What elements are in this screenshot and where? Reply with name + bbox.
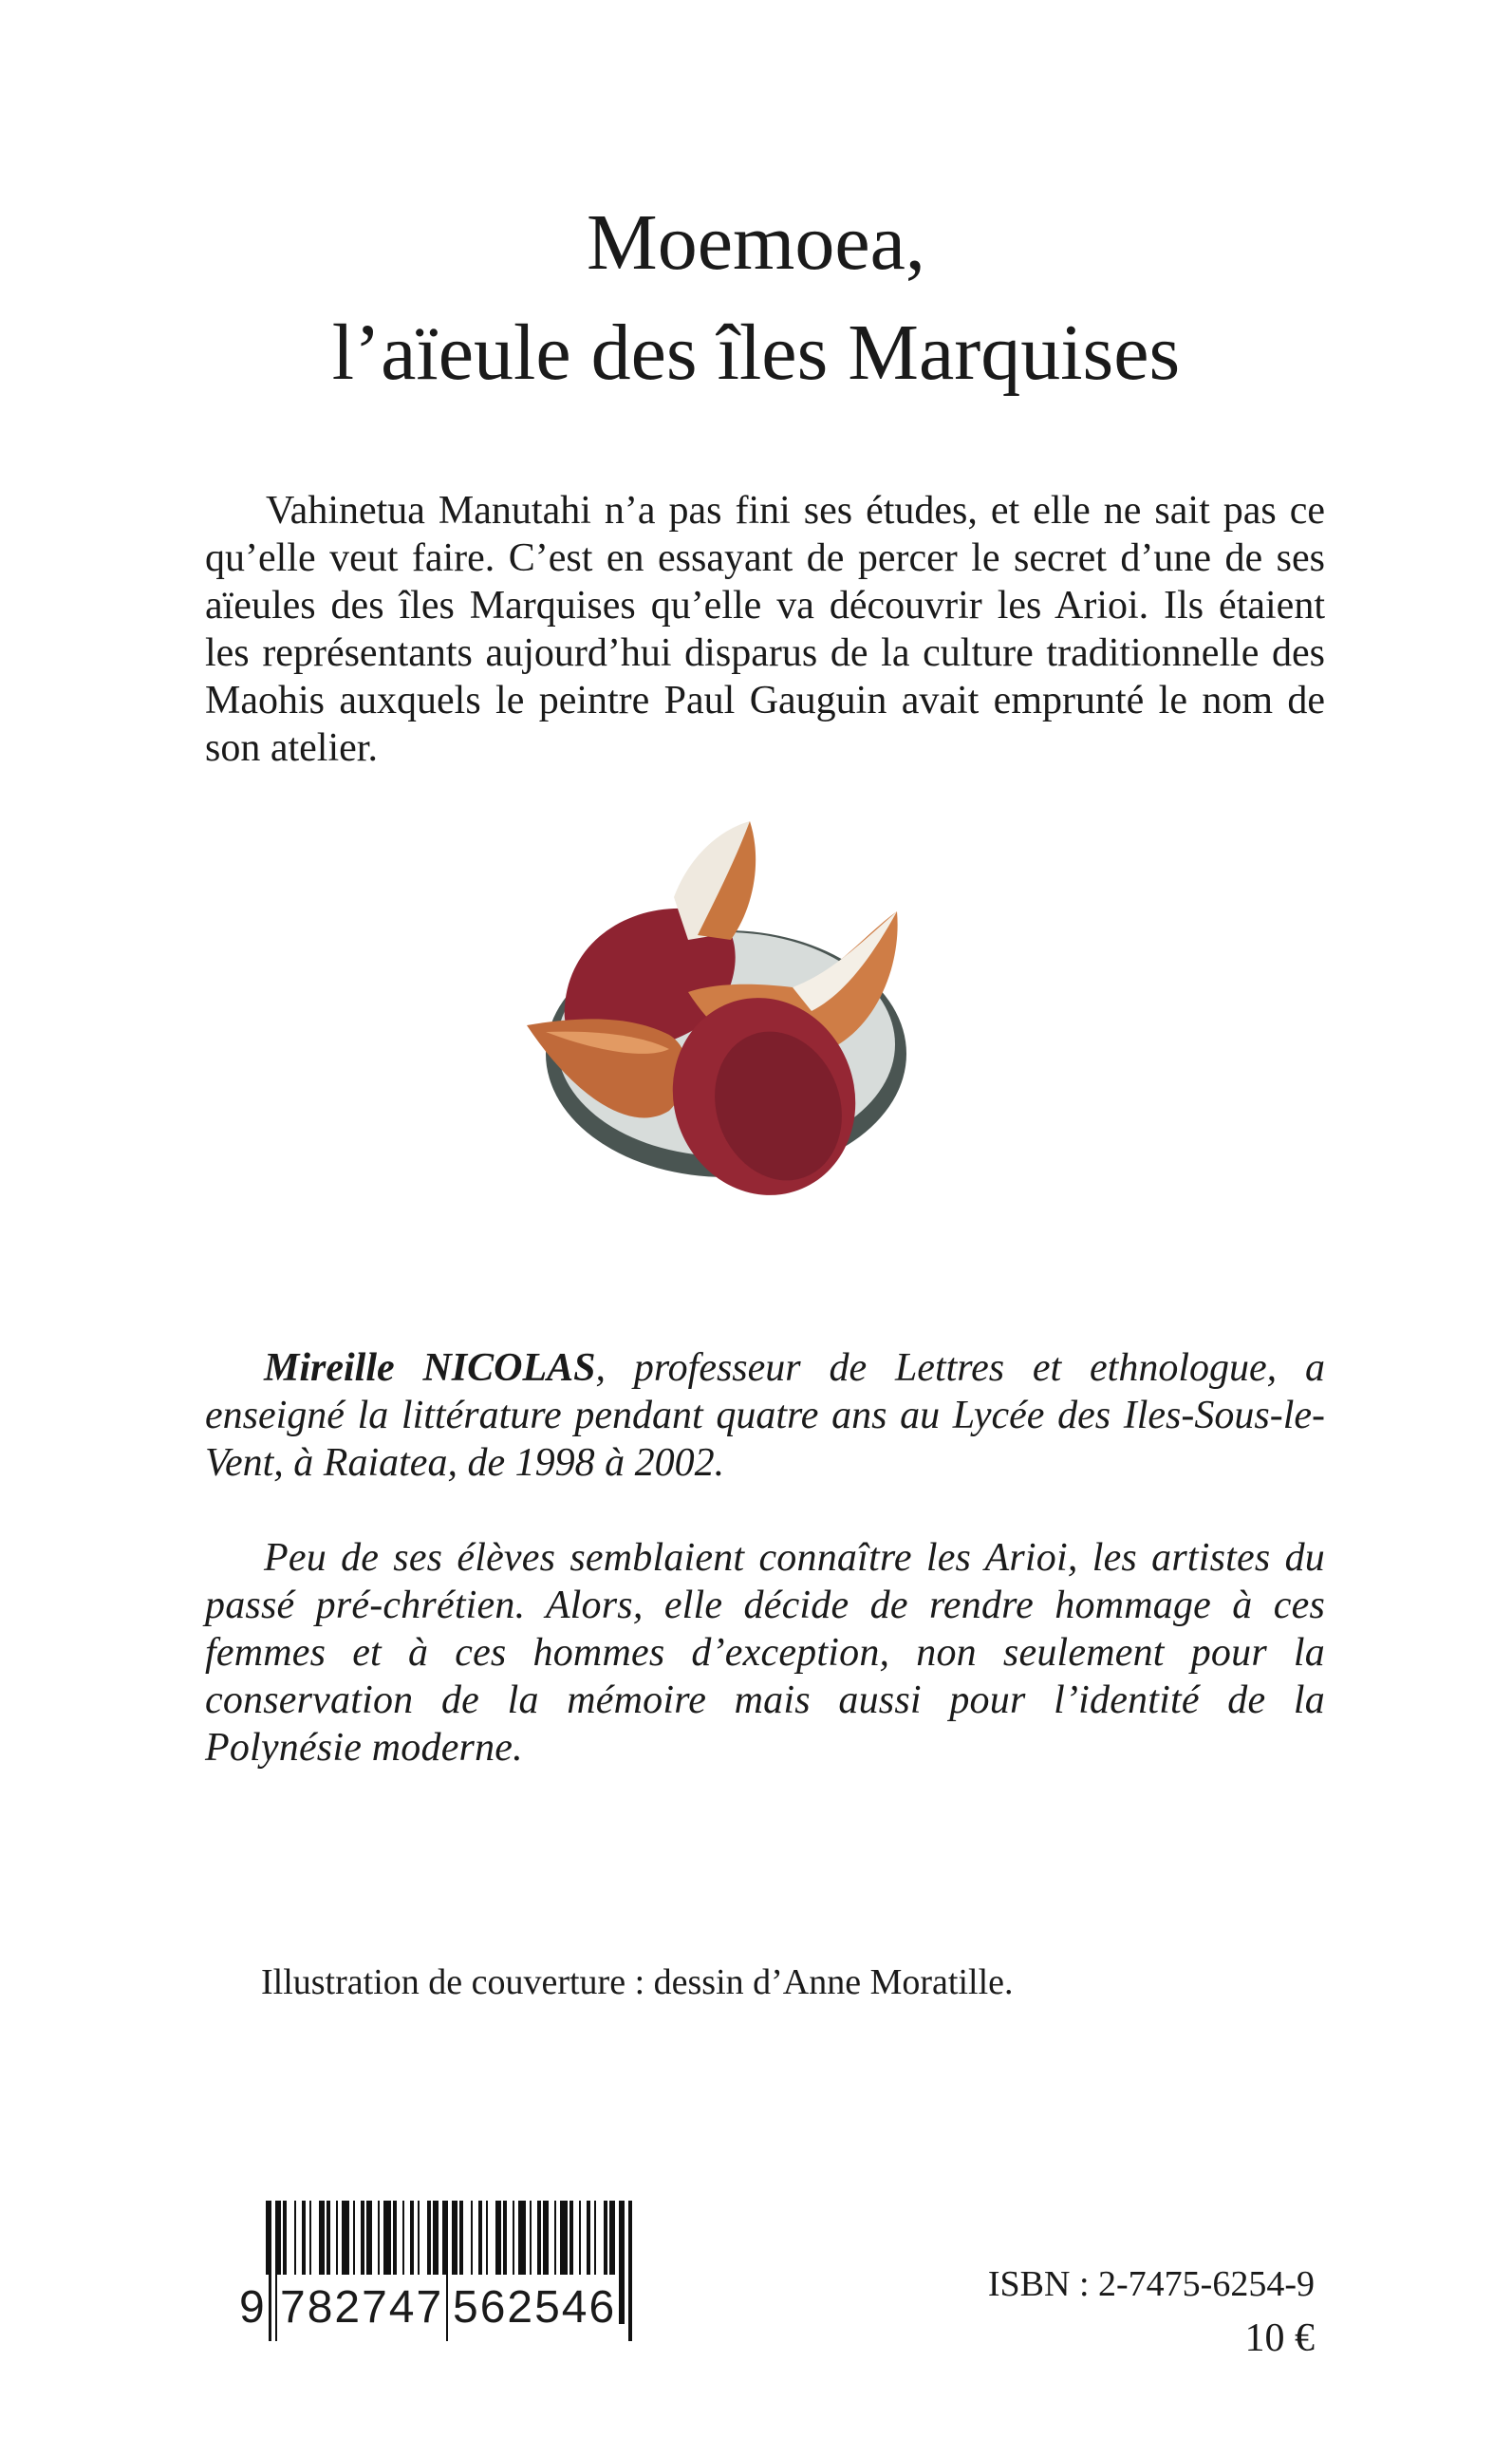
barcode-digits: [239, 2275, 638, 2341]
barcode-left-digits: 782747: [277, 2275, 446, 2341]
author-bio-text: , professeur de Lettres et ethnologue, a enseigné la littérature pendant quatre ans au Lycée des Iles-Sous-le-Vent, à Raiatea, de 1998 à 2002.: [205, 1346, 1325, 1485]
author-name: Mireille NICOLAS: [264, 1346, 596, 1390]
author-bio: [205, 1344, 1325, 1487]
author-bio-second: Peu de ses élèves semblaient connaître les Arioi, les artistes du passé pré-chrétien. Alors, elle décide de rendre hommage à ces femmes et à ces hommes d’exception, non seulement pour la conservation de la mémoire mais aussi pour l’identité de la Polynésie moderne.: [205, 1536, 1325, 1770]
barcode-first-digit: 9: [239, 2275, 269, 2341]
title-line-1: Moemoea,: [587, 198, 925, 287]
book-title: [0, 188, 1512, 408]
title-line-2: l’aïeule des îles Marquises: [331, 309, 1181, 397]
synopsis-paragraph: Vahinetua Manutahi n’a pas fini ses études, et elle ne sait pas ce qu’elle veut faire. C’est en essayant de percer le secret d’une de ses aïeules des îles Marquises qu’elle va découvrir les Arioi. Ils étaient les représentants aujourd’hui disparus de la culture traditionnelle des Maohis auxquels le peintre Paul Gauguin avait emprunté le nom de son atelier.: [205, 489, 1325, 770]
cover-illustration: [527, 821, 963, 1220]
illustration-credit: Illustration de couverture : dessin d’Anne Moratille.: [261, 1962, 1014, 2002]
isbn: ISBN : 2-7475-6254-9: [987, 2264, 1315, 2304]
barcode-right-digits: 562546: [450, 2275, 619, 2341]
price: 10 €: [1244, 2316, 1315, 2360]
